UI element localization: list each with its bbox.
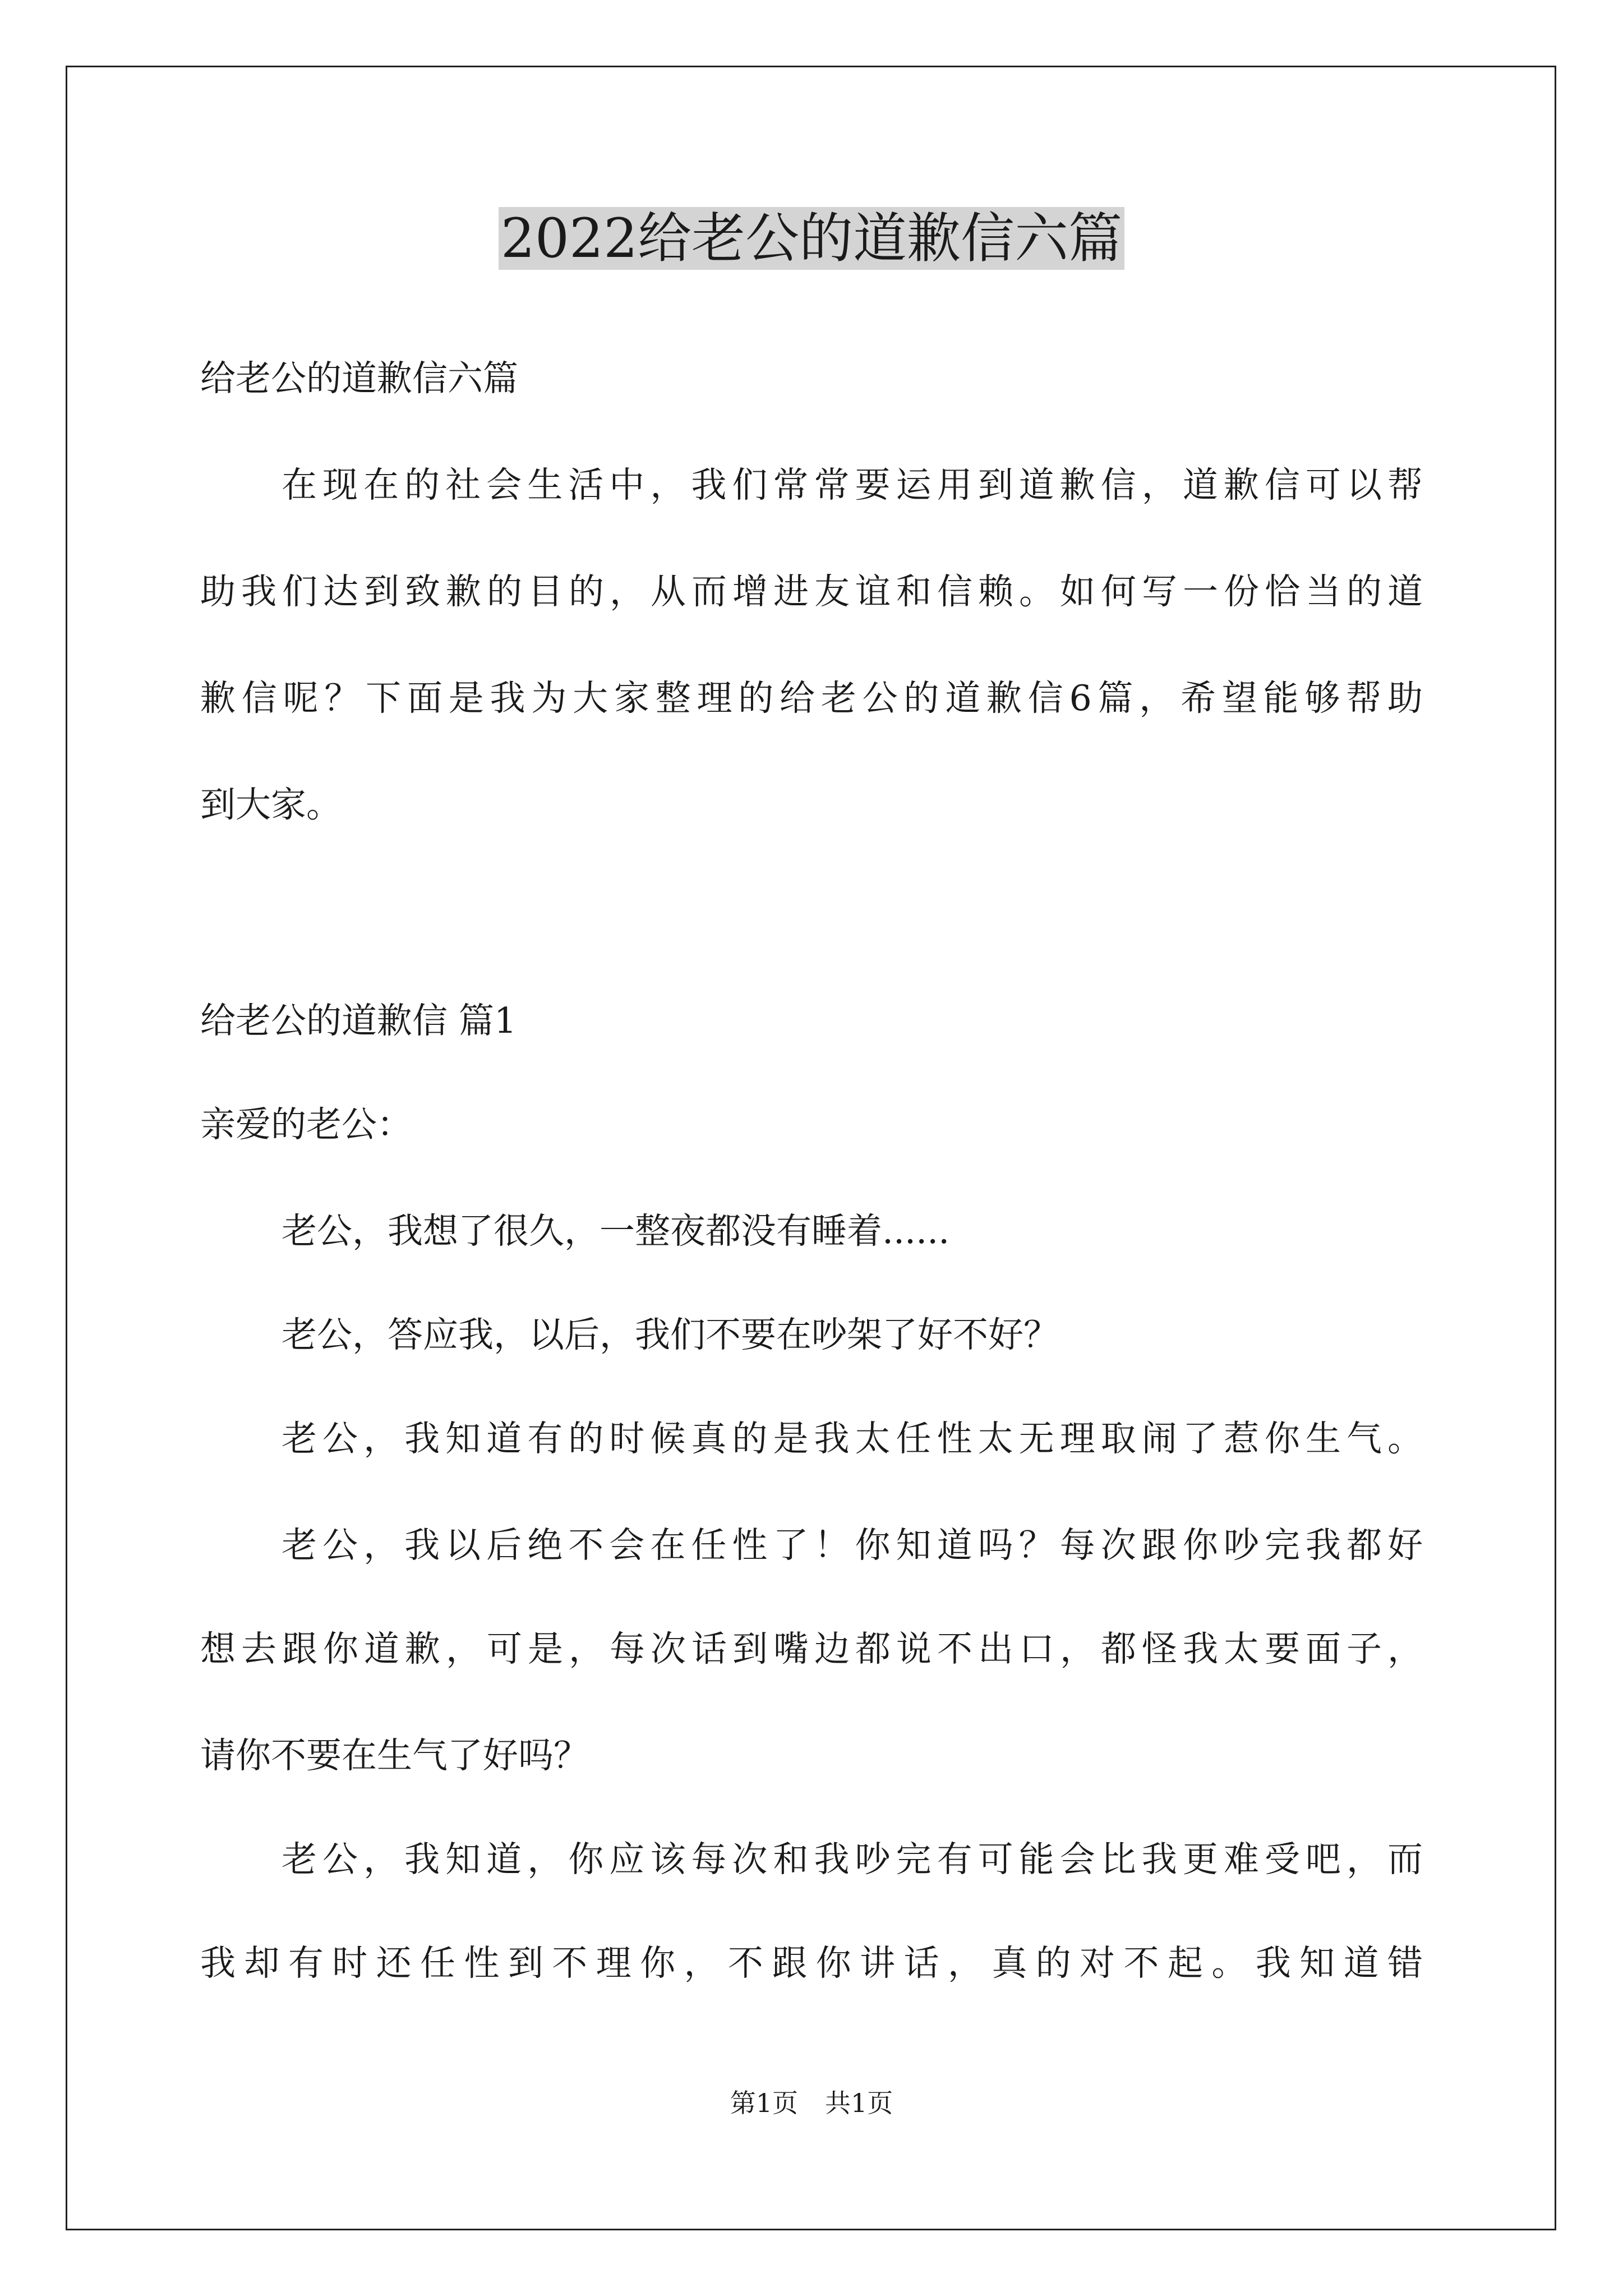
document-title-text: 2022给老公的道歉信六篇 — [499, 207, 1124, 270]
document-title — [0, 199, 1623, 278]
paragraph-4-line-1: 老公，我以后绝不会在任性了！你知道吗？每次跟你吵完我都好 — [282, 1525, 1423, 1566]
subtitle: 给老公的道歉信六篇 — [200, 358, 518, 399]
paragraph-4-line-3: 请你不要在生气了好吗？ — [200, 1735, 589, 1776]
paragraph-2: 老公，答应我，以后，我们不要在吵架了好不好？ — [282, 1314, 1059, 1355]
section-heading: 给老公的道歉信 篇1 — [200, 1000, 517, 1041]
intro-line-3: 歉信呢？下面是我为大家整理的给老公的道歉信6篇，希望能够帮助 — [200, 678, 1423, 719]
paragraph-1: 老公，我想了很久，一整夜都没有睡着...... — [282, 1211, 950, 1251]
page-footer — [0, 2086, 1623, 2120]
intro-line-1: 在现在的社会生活中，我们常常要运用到道歉信，道歉信可以帮 — [282, 464, 1423, 505]
intro-line-4: 到大家。 — [200, 784, 342, 825]
paragraph-4-line-2: 想去跟你道歉，可是，每次话到嘴边都说不出口，都怪我太要面子， — [200, 1628, 1423, 1669]
salutation: 亲爱的老公： — [200, 1104, 412, 1145]
paragraph-3: 老公，我知道有的时候真的是我太任性太无理取闹了惹你生气。 — [282, 1418, 1423, 1459]
page-number: 第1页 — [730, 2088, 798, 2118]
intro-line-2: 助我们达到致歉的目的，从而增进友谊和信赖。如何写一份恰当的道 — [200, 571, 1423, 612]
paragraph-5-line-1: 老公，我知道，你应该每次和我吵完有可能会比我更难受吧，而 — [282, 1839, 1423, 1880]
paragraph-5-line-2: 我却有时还任性到不理你，不跟你讲话，真的对不起。我知道错 — [200, 1943, 1423, 1984]
page-total: 共1页 — [825, 2088, 893, 2118]
